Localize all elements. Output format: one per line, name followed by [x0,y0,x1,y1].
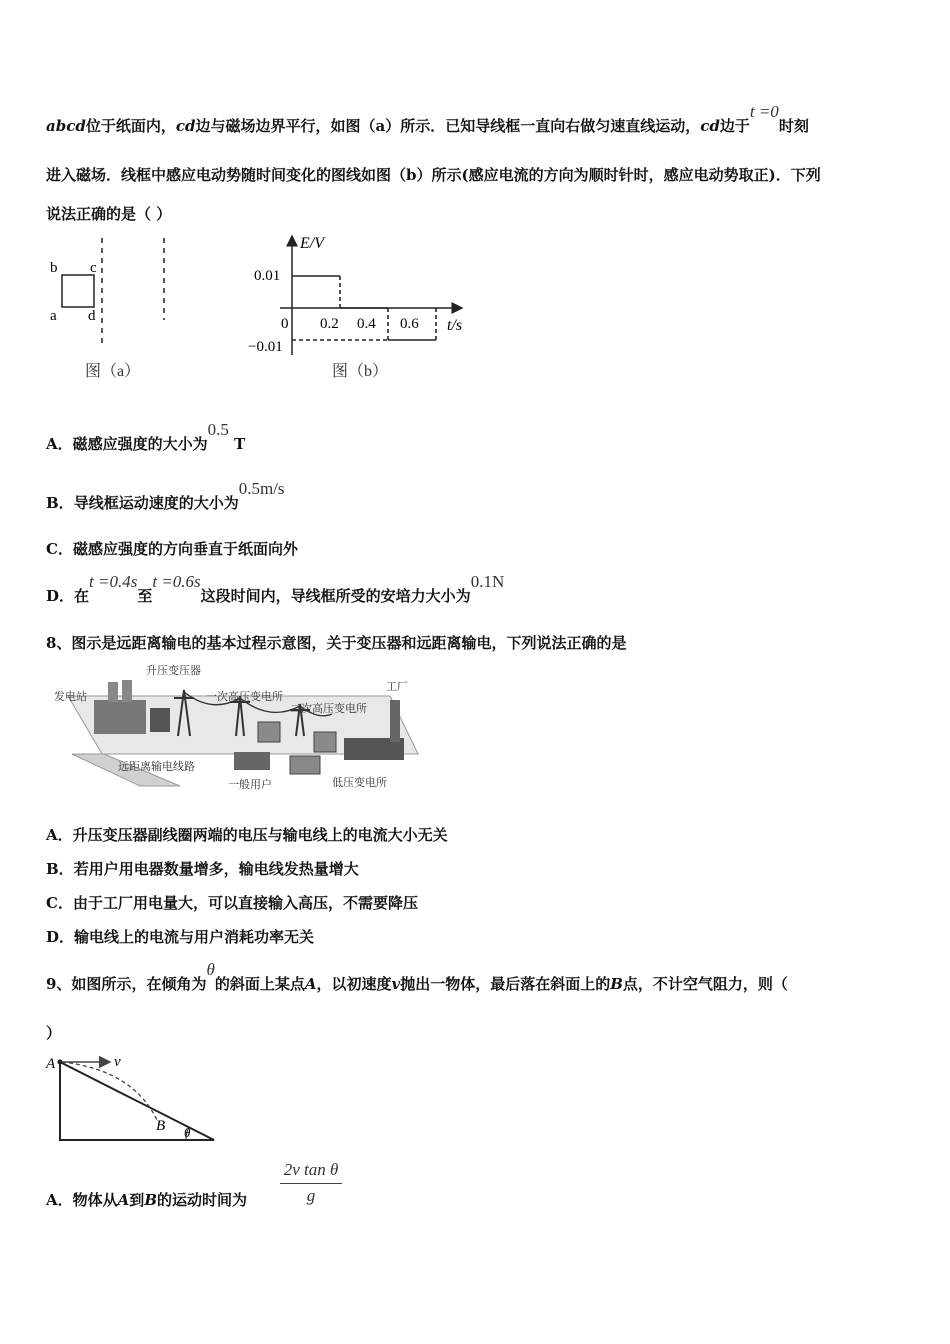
q7-option-d-value: 0.1N [470,572,505,591]
wire-frame [62,275,94,307]
figure-a [40,230,190,390]
q9-stem-c: ，以初速度 [316,975,392,993]
q7-option-c-label: C． [46,540,73,558]
incline-triangle [60,1062,214,1140]
label-line: 远距离输电线路 [118,761,195,773]
y-axis-label: E/V [300,235,324,252]
q9-stem-b: 的斜面上某点 [214,975,305,993]
q9-point-b: B [610,975,623,993]
fig-label-v: v [114,1054,121,1070]
q7-option-a-value: 0.5 [207,420,229,439]
q7-option-d-mid: 至 [137,587,153,605]
q9-point-a: A [304,975,317,993]
label-step-up: 升压变压器 [146,665,201,677]
label-power-station: 发电站 [54,691,87,703]
x-tick-02: 0.2 [320,316,339,332]
q9-fraction-numerator: 2v tan θ [280,1160,342,1184]
q9-option-a-to: 到 [129,1191,145,1209]
label-users: 一般用户 [228,779,272,791]
label-hv1: 一次高压变电所 [206,691,283,703]
q8-option-d-label: D． [46,928,75,946]
fig-label-b: B [156,1118,166,1134]
q7-stem-line1 [46,102,809,136]
q7-stem-line2: 进入磁场．线框中感应电动势随时间变化的图线如图（b）所示(感应电流的方向为顺时针时，感应电动势取正)．下列 [46,166,821,184]
figure-b-chart [240,230,480,390]
q7-stem-abcd: abcd [46,117,86,135]
q7-option-d-text: 这段时间内，导线框所受的安培力大小为 [200,587,471,605]
point-a-dot [58,1060,63,1065]
q7-option-d-label: D． [46,587,75,605]
power-station-tank [108,682,118,702]
label-factory: 工厂 [386,681,408,693]
q8-option-a-label: A． [46,826,73,844]
q7-option-a-label: A． [46,435,73,453]
q7-option-a-text: 磁感应强度的大小为 [72,435,208,453]
q8-option-c-text: 由于工厂用电量大，可以直接输入高压，不需要降压 [72,894,418,912]
q9-option-a-point-b: B [144,1191,157,1209]
figure-incline [44,1050,224,1146]
q9-stem-line2: ） [46,1024,62,1042]
q8-option-d[interactable] [46,926,314,947]
hv-substation-1 [258,722,280,742]
fig-a-caption: 图（a） [85,363,141,380]
q7-option-b[interactable] [46,479,285,513]
q7-stem-line3: 说法正确的是（ ） [46,205,172,223]
q8-stem: 8、图示是远距离输电的基本过程示意图，关于变压器和远距离输电，下列说法正确的是 [46,634,627,652]
q7-option-b-text: 导线框运动速度的大小为 [73,494,239,512]
q9-option-a-label: A． [46,1191,73,1209]
fig-a-label-a: a [50,308,57,324]
figure-power-transmission [50,656,430,796]
q7-option-c[interactable] [46,538,298,559]
q9-theta: θ [206,960,215,979]
power-station-tank-2 [122,680,132,702]
q8-option-c[interactable] [46,892,418,913]
fig-label-a: A [46,1056,56,1072]
q7-stem-cd: cd [175,117,196,135]
fig-a-label-d: d [88,308,96,324]
x-tick-0: 0 [281,316,289,332]
q9-option-a[interactable] [46,1189,247,1210]
fig-label-theta: θ [184,1125,191,1140]
q9-stem-line1 [46,960,788,994]
power-station-building [94,700,146,734]
q7-option-d-t1: t =0.4s [89,572,138,591]
q9-option-a-point-a: A [117,1191,130,1209]
q9-stem-d: 抛出一物体，最后落在斜面上的 [400,975,611,993]
x-tick-06: 0.6 [400,316,419,332]
label-low: 低压变电所 [332,777,387,789]
x-axis-label: t/s [447,317,463,334]
q7-option-b-value: 0.5m/s [238,479,285,498]
q7-stem-cd2: cd [700,117,720,135]
q9-option-a-text-b: 的运动时间为 [157,1191,248,1209]
q7-option-b-label: B． [46,494,74,512]
fig-b-caption: 图（b） [332,363,389,380]
q8-option-b[interactable] [46,858,359,879]
user-houses [234,752,270,770]
q9-stem-e: 点，不计空气阻力，则（ [622,975,788,993]
q7-stem-text-d: 时刻 [778,117,809,135]
y-tick-pos: 0.01 [254,268,281,284]
factory-chimney [390,700,400,742]
fig-a-label-c: c [90,260,97,276]
q9-stem-a: 9、如图所示，在倾角为 [46,975,207,993]
q9-option-a-text-a: 物体从 [72,1191,118,1209]
q8-option-d-text: 输电线上的电流与用户消耗功率无关 [74,928,315,946]
hv-substation-2 [314,732,336,752]
q9-fraction-denominator: g [306,1186,316,1205]
q7-t0-math: t =0 [749,102,779,121]
q9-fraction [280,1160,342,1206]
q7-option-d-t2: t =0.6s [152,572,201,591]
y-tick-neg: −0.01 [248,339,283,355]
q7-stem-text-b: 边与磁场边界平行，如图（a）所示．已知导线框一直向右做匀速直线运动， [195,117,701,135]
low-voltage-substation [290,756,320,774]
step-up-transformer [150,708,170,732]
q7-option-a-unit: T [234,435,246,453]
label-hv2: 二次高压变电所 [290,703,367,715]
q8-option-b-label: B． [46,860,74,878]
fig-a-label-b: b [50,260,58,276]
q7-stem-text-c: 边于 [719,117,750,135]
q8-option-c-label: C． [46,894,73,912]
q7-stem-text-a: 位于纸面内， [85,117,176,135]
q8-option-b-text: 若用户用电器数量增多，输电线发热量增大 [73,860,359,878]
q7-option-a[interactable] [46,420,246,454]
x-tick-04: 0.4 [357,316,376,332]
q8-option-a-text: 升压变压器副线圈两端的电压与输电线上的电流大小无关 [72,826,448,844]
q9-velocity: v [391,975,401,993]
q7-option-c-text: 磁感应强度的方向垂直于纸面向外 [72,540,298,558]
q7-option-d-pre: 在 [74,587,90,605]
q8-option-a[interactable] [46,824,448,845]
q7-option-d[interactable] [46,572,505,606]
